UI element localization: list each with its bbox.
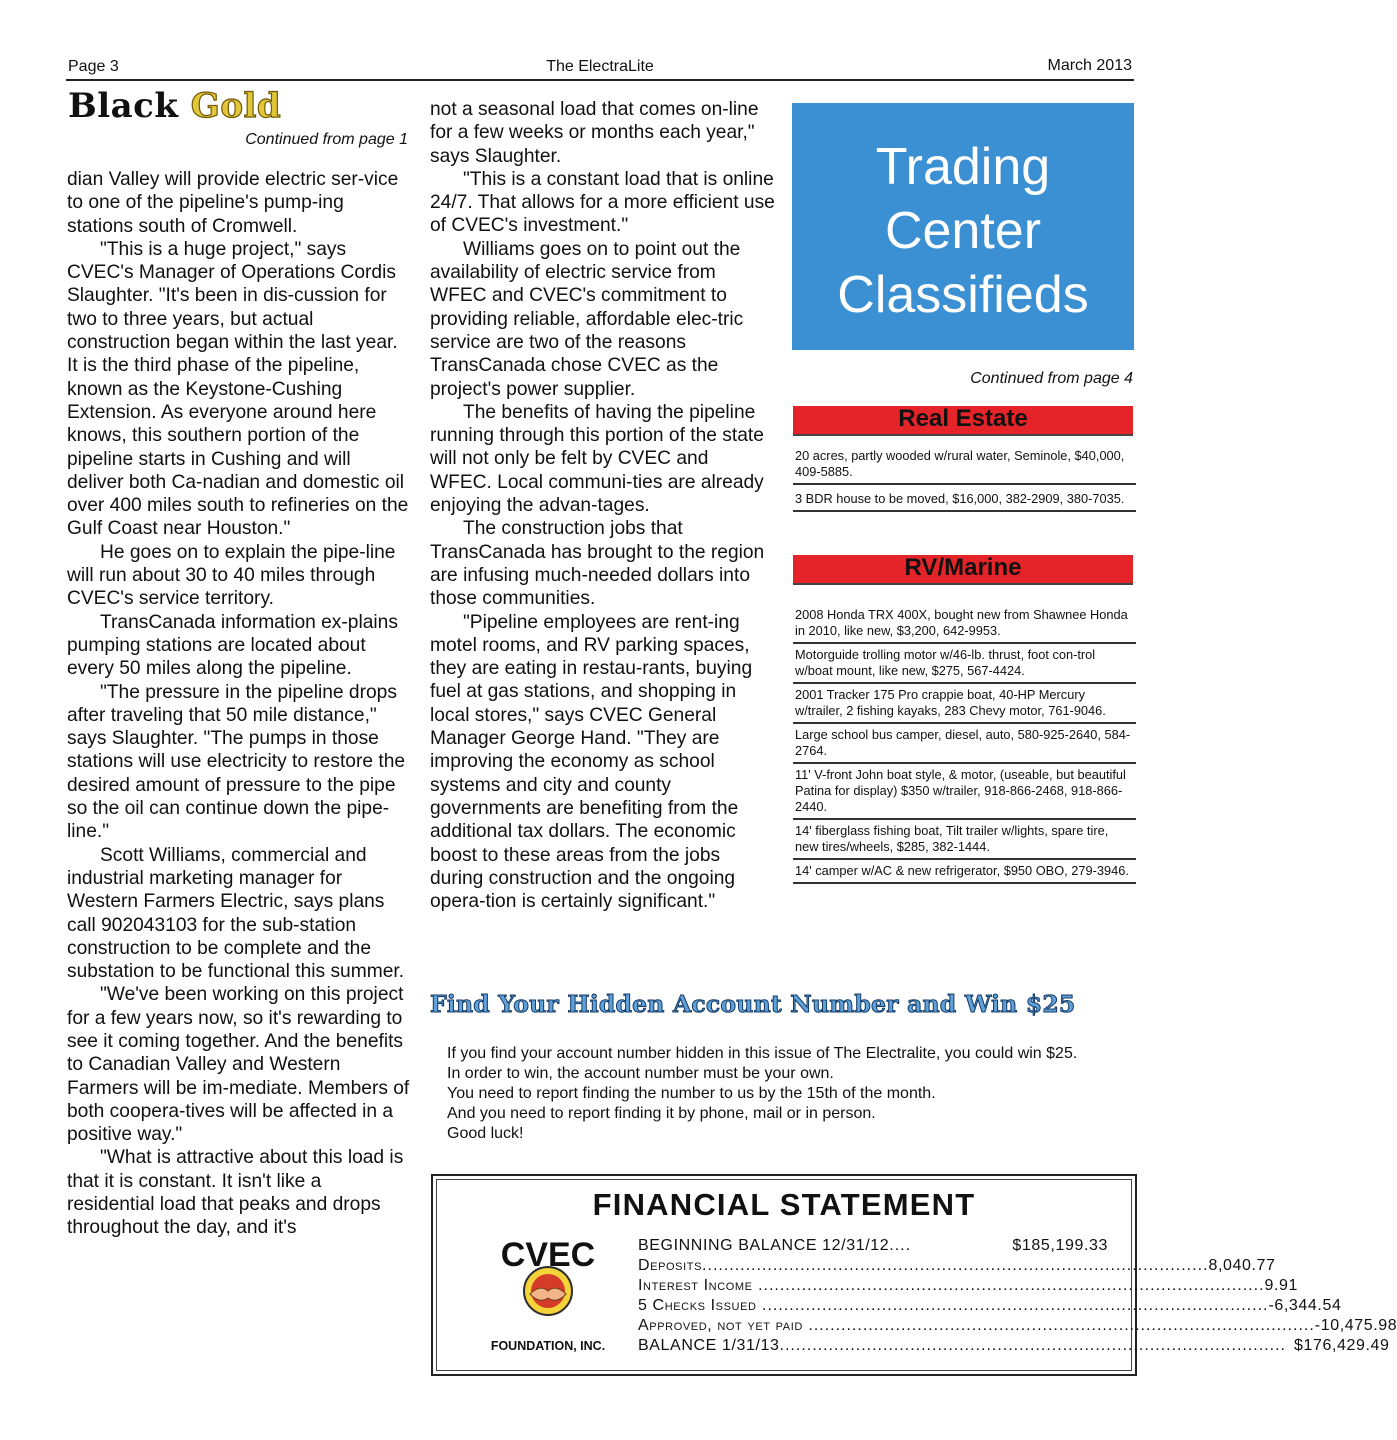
- contest-line: If you find your account number hidden in this issue of The Electralite, you could win $25.: [447, 1045, 1078, 1062]
- row-amount: $176,429.49: [1293, 1337, 1390, 1354]
- classified-ad: 2001 Tracker 175 Pro crappie boat, 40-HP Mercury w/trailer, 2 fishing kayaks, 283 Chevy motor, 761-9046.: [793, 684, 1136, 724]
- financial-row: [638, 1236, 1108, 1256]
- rv-marine-ads: [793, 604, 1136, 884]
- classified-ad: 2008 Honda TRX 400X, bought new from Shawnee Honda in 2010, like new, $3,200, 642-9953.: [793, 604, 1136, 644]
- classifieds-continued-note: Continued from page 4: [970, 370, 1133, 387]
- classified-ad: Motorguide trolling motor w/46-lb. thrust, foot con-trol w/boat mount, like new, $275, 567-4424.: [793, 644, 1136, 684]
- kicker-gold: Gold: [190, 86, 282, 126]
- paragraph: Williams goes on to point out the availability of electric service from WFEC and CVEC's commitment to providing reliable, affordable elec-tric service are two of the reasons TransCanada chose CVEC as the project's power supplier.: [430, 238, 744, 400]
- row-amount: $185,199.33: [1012, 1237, 1108, 1254]
- financial-rows: [638, 1236, 1397, 1356]
- row-amount: -10,475.98: [1314, 1317, 1397, 1334]
- leader-dots: .............................................................................................: [756, 1297, 1269, 1314]
- classified-ad: 3 BDR house to be moved, $16,000, 382-2909, 380-7035.: [793, 485, 1136, 512]
- real-estate-heading: Real Estate: [793, 406, 1133, 436]
- paragraph: not a seasonal load that comes on-line for a few weeks or months each year," says Slaughter.: [430, 99, 759, 167]
- contest-line: In order to win, the account number must be your own.: [447, 1065, 834, 1082]
- financial-row: [638, 1296, 1342, 1316]
- row-label: Deposits: [638, 1257, 703, 1274]
- classified-ad: 14' camper w/AC & new refrigerator, $950 OBO, 279-3946.: [793, 860, 1136, 884]
- paragraph: The benefits of having the pipeline running through this portion of the state will not only be felt by CVEC and WFEC. Local communi-ties are already enjoying the advan-tages.: [430, 401, 764, 517]
- contest-line: Good luck!: [447, 1125, 524, 1142]
- issue-date: March 2013: [1047, 57, 1132, 74]
- rv-marine-heading: RV/Marine: [793, 555, 1133, 585]
- cvec-foundation-logo: [470, 1236, 625, 1356]
- paragraph: The construction jobs that TransCanada has brought to the region are infusing much-needed dollars into those communities.: [430, 518, 765, 610]
- classifieds-title-line: Center: [884, 202, 1042, 260]
- paragraph: TransCanada information ex-plains pumping stations are located about every 50 miles along the pipeline.: [67, 611, 398, 680]
- leader-dots: .............................................................................................: [702, 1257, 1209, 1274]
- article-column-2: [430, 98, 775, 913]
- continued-from-note: Continued from page 1: [245, 131, 408, 148]
- financial-row: [638, 1336, 1390, 1356]
- row-amount: 9.91: [1264, 1277, 1299, 1294]
- paragraph: "Pipeline employees are rent-ing motel rooms, and RV parking spaces, they are eating in restau-rants, buying fuel at gas stations, and shopping in local stores," says CVEC General Manager George Hand. "They are improving the economy as school systems and city and county governments are benefiting from the additional tax dollars. The economic boost to these areas from the jobs during construction and the ongoing opera-tion is certainly significant.": [430, 611, 753, 913]
- kicker-black: Black: [68, 86, 179, 126]
- leader-dots: .............................................................................................: [802, 1317, 1315, 1334]
- contest-body: [430, 1044, 1130, 1144]
- classified-ad: 11' V-front John boat style, & motor, (useable, but beautiful Patina for display) $350 w/trailer, 918-866-2468, 918-866-2440.: [793, 764, 1136, 820]
- real-estate-ads: [793, 445, 1136, 512]
- financial-row: [638, 1276, 1299, 1296]
- classifieds-title-line: Trading: [875, 138, 1051, 196]
- paragraph: "The pressure in the pipeline drops after traveling that 50 mile distance," says Slaughter. "The pumps in those stations will use electricity to restore the desired amount of pressure to the pipe so the oil can continue down the pipe-line.": [67, 681, 406, 843]
- paragraph: Scott Williams, commercial and industrial marketing manager for Western Farmers Electric, says plans call 902043103 for the sub-station construction to be complete and the substation to be functional this summer.: [67, 844, 405, 983]
- paragraph: "What is attractive about this load is that it is constant. It isn't like a residential load that peaks and drops throughout the day, and it's: [67, 1147, 404, 1239]
- classified-ad: 20 acres, partly wooded w/rural water, Seminole, $40,000, 409-5885.: [793, 445, 1136, 485]
- contest-title: Find Your Hidden Account Number and Win $25: [430, 990, 1076, 1018]
- article-kicker: [68, 86, 281, 126]
- logo-subtitle: FOUNDATION, INC.: [490, 1339, 606, 1353]
- paragraph: "This is a constant load that is online 24/7. That allows for a more efficient use of CVEC's investment.": [430, 168, 775, 237]
- cvec-logo-mark: [501, 1236, 595, 1315]
- leader-dots: .............................................................................................: [779, 1337, 1286, 1354]
- financial-row: [638, 1256, 1276, 1276]
- classified-ad: Large school bus camper, diesel, auto, 580-925-2640, 584-2764.: [793, 724, 1136, 764]
- financial-row: [638, 1316, 1397, 1336]
- classified-ad: 14' fiberglass fishing boat, Tilt trailer w/lights, spare tire, new tires/wheels, $285, 382-1444.: [793, 820, 1136, 860]
- publication-name: The ElectraLite: [546, 58, 654, 75]
- page-number: Page 3: [68, 58, 119, 75]
- row-label: BALANCE 1/31/13: [638, 1337, 780, 1354]
- article-column-1: [67, 168, 412, 1240]
- financial-statement-title: FINANCIAL STATEMENT: [592, 1187, 976, 1222]
- logo-letters: CVEC: [500, 1236, 596, 1274]
- header-rule: [66, 79, 1134, 81]
- paragraph: dian Valley will provide electric ser-vice to one of the pipeline's pump-ing stations south of Cromwell.: [67, 169, 399, 237]
- row-label: Approved, not yet paid: [638, 1317, 803, 1334]
- contest-line: And you need to report finding it by phone, mail or in person.: [447, 1105, 876, 1122]
- row-amount: 8,040.77: [1208, 1257, 1276, 1274]
- row-amount: -6,344.54: [1268, 1297, 1342, 1314]
- row-label: 5 Checks Issued: [638, 1297, 757, 1314]
- leader-dots: ....: [889, 1237, 912, 1254]
- leader-dots: .............................................................................................: [752, 1277, 1265, 1294]
- paragraph: He goes on to explain the pipe-line will run about 30 to 40 miles through CVEC's service territory.: [67, 541, 396, 610]
- contest-line: You need to report finding the number to us by the 15th of the month.: [447, 1085, 936, 1102]
- row-label: Interest Income: [638, 1277, 753, 1294]
- row-label: BEGINNING BALANCE 12/31/12: [638, 1237, 890, 1254]
- classifieds-title-box: [792, 103, 1134, 350]
- paragraph: "This is a huge project," says CVEC's Manager of Operations Cordis Slaughter. "It's been in dis-cussion for two to three years, but actual construction began within the last year. It is the third phase of the pipeline, known as the Keystone-Cushing Extension. As everyone around here knows, this southern portion of the pipeline starts in Cushing and will deliver both Ca-nadian and domestic oil over 400 miles south to refineries on the Gulf Coast near Houston.": [67, 238, 409, 540]
- classifieds-title-line: Classifieds: [837, 266, 1089, 324]
- paragraph: "We've been working on this project for a few years now, so it's rewarding to see it coming together. And the benefits to Canadian Valley and Western Farmers will be im-mediate. Members of both coopera-tives will be affected in a positive way.": [67, 984, 410, 1146]
